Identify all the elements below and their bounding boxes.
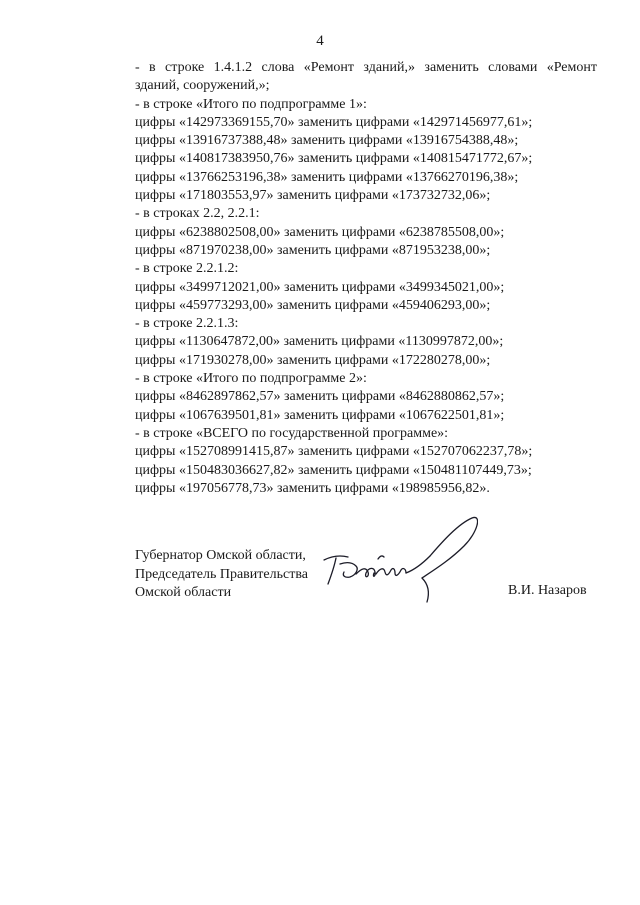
text-line: цифры «13916737388,48» заменить цифрами «13916754388,48»; — [135, 133, 519, 149]
signatory-position — [135, 547, 308, 603]
text-line: - в строке «Итого по подпрограмме 1»: — [135, 96, 367, 112]
text-line: цифры «8462897862,57» заменить цифрами «8462880862,57»; — [135, 389, 505, 405]
text-line: цифры «140817383950,76» заменить цифрами «140815471772,67»; — [135, 151, 533, 167]
text-line: цифры «197056778,73» заменить цифрами «198985956,82». — [135, 480, 490, 496]
amendment-text — [135, 59, 597, 498]
text-line: - в строке 2.2.1.2: — [135, 261, 239, 277]
text-line: - в строке «ВСЕГО по государственной программе»: — [135, 425, 449, 441]
text-line: цифры «3499712021,00» заменить цифрами «3499345021,00»; — [135, 279, 505, 295]
text-line: зданий, сооружений,»; — [135, 78, 270, 94]
signer-name: В.И. Назаров — [508, 583, 587, 598]
text-line: цифры «171803553,97» заменить цифрами «173732732,06»; — [135, 188, 491, 204]
position-line: Губернатор Омской области, — [135, 548, 306, 563]
text-line: - в строках 2.2, 2.2.1: — [135, 206, 260, 222]
text-line: - в строке 2.2.1.3: — [135, 316, 239, 332]
text-line: цифры «1067639501,81» заменить цифрами «1067622501,81»; — [135, 407, 505, 423]
text-line: цифры «459773293,00» заменить цифрами «459406293,00»; — [135, 297, 491, 313]
text-line: цифры «1130647872,00» заменить цифрами «1130997872,00»; — [135, 334, 504, 350]
text-line: цифры «150483036627,82» заменить цифрами «150481107449,73»; — [135, 462, 532, 478]
text-line: цифры «13766253196,38» заменить цифрами «13766270196,38»; — [135, 169, 519, 185]
text-line: цифры «171930278,00» заменить цифрами «172280278,00»; — [135, 352, 491, 368]
text-line: - в строке «Итого по подпрограмме 2»: — [135, 371, 367, 387]
position-line: Председатель Правительства — [135, 566, 308, 582]
text-line: цифры «142973369155,70» заменить цифрами «142971456977,61»; — [135, 114, 533, 130]
text-line: цифры «871970238,00» заменить цифрами «871953238,00»; — [135, 242, 491, 258]
text-line: цифры «6238802508,00» заменить цифрами «6238785508,00»; — [135, 224, 505, 240]
position-line: Омской области — [135, 585, 232, 600]
text-line: цифры «152708991415,87» заменить цифрами «152707062237,78»; — [135, 444, 533, 460]
text-line: - в строке 1.4.1.2 слова «Ремонт зданий,» заменить словами «Ремонт — [135, 60, 597, 75]
page-number: 4 — [316, 33, 324, 49]
handwritten-signature — [318, 512, 478, 604]
